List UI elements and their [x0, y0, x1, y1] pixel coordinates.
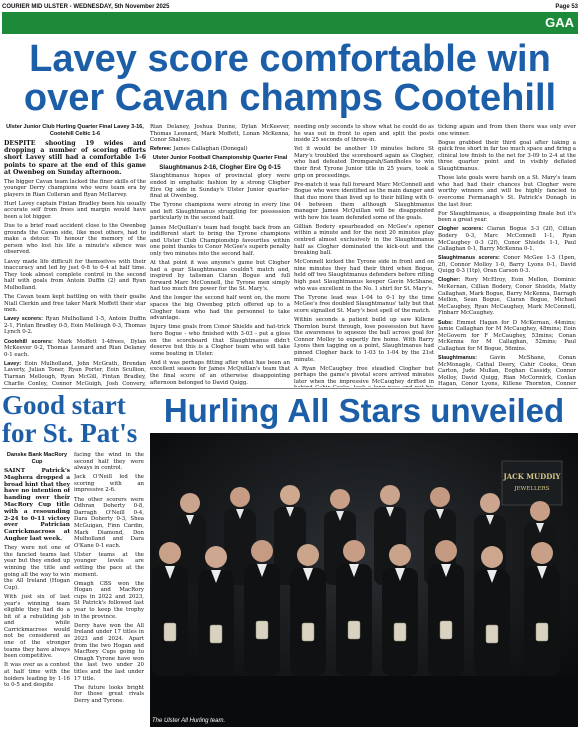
paragraph: The future looks bright for those great rivals Derry and Tyrone. — [74, 684, 144, 704]
paragraph: Pre-match it was full forward Marc McConnell and Bogue who were identified as the main danger and that duo more than lived up to their billing with 0-04 between them although Slaughtmanus manager James McQuillan will be disappointed with how his team defended some of the goals. — [294, 181, 434, 221]
scorers-label: Slaughtmanus scorers: — [438, 255, 500, 262]
scorers-paragraph — [438, 226, 576, 252]
page-number: Page 53 — [555, 4, 578, 10]
paragraph: Jack O'Neill led the scoring with an impressive 2-6. — [74, 474, 144, 494]
paragraph: needing only seconds to show what he could do as he was out in front to open and split the posts inside 25 seconds of throw-in. — [294, 124, 434, 144]
article-column-1 — [4, 124, 146, 387]
paragraph: Those late goals were harsh on a St. Mary's team who had had their chances but Clogher were worthy winners and will be highly fancied to overcome Fermanagh's St. Patrick's Donagh in the last four. — [438, 175, 576, 208]
paragraph: The Cavan team kept battling on with their goalie Niall Clerkin and free taker Mark Moffett their star men. — [4, 294, 146, 314]
paragraph: Lavey made life difficult for themselves with their inaccuracy and led by just 0-8 to 0-4 at half time. They took almost complete control in the second half with goals from Antoin Duffin (2) and Ryan Mulholland. — [4, 258, 146, 291]
referee-paragraph — [150, 146, 290, 153]
scorers-text: Mark Moffett 1-4frees, Dylan McKeever 0-2, Thomas Leonard and Rian Delaney 0-1 each. — [4, 338, 146, 358]
paragraph: Rian Delaney, Joshua Dunne, Dylan McKeever, Thomas Leonard, Mark Moffett, Lonan McKenna, Conor Shalvey. — [150, 124, 290, 144]
paragraph: A Ryan McCaughey free steadied Clogher but perhaps the game's pivotal score arrived minutes later when the impressive McCaughey drifted in — [294, 365, 434, 385]
main-headline: Lavey score comfortable win over Cavan champs Cootehill — [23, 38, 557, 119]
team-paragraph — [438, 355, 576, 387]
masthead-date: COURIER MID ULSTER - WEDNESDAY, 5th November 2025 — [2, 4, 170, 10]
photo-caption: The Ulster All Hurling team. — [152, 718, 226, 724]
scorers-text: Ciaran Bogue 3-3 (2f), Cillian Bodery 0-3, Marc McConnell 1-1, Ryan McCaughey 0-3 (2f), Conor Shields 1-1, Paul Callaghan 0-1, Barry McKenna 0-1. — [438, 226, 576, 253]
paragraph: Gillian Bodery spearheaded on McGee's opener within a minute and for the next 20 minutes play centred almost exclusively in the Slaughtmanus half as Clogher dominated the kick-out and the breaking ball. — [294, 223, 434, 257]
team-label: Slaughtmanus: — [438, 355, 477, 361]
match-subhead: Ulster Junior Club Hurling Quarter Final Lavey 3-16, Cootehill Celtic 1-6 — [6, 124, 144, 137]
sponsor-logo-text: JACK MUDDIY — [503, 472, 561, 481]
section-label: GAA — [545, 15, 574, 30]
lead-paragraph: SAINT Patrick's Maghera dropped a broad hint that they have no intention of handing over their MacRory Cup title with a resounding 2-24 to 0-11 victory over Patrician Carrickmacross at Augher last week. — [4, 468, 70, 542]
paragraph: The other scorers were Odhran Doherty 0-8, Darragh O'Neill 0-4, Dara Doherty 0-3, Shea McGuigan, Finn Cardin, Mark Diamond, Don Mulholland and Dara O'Kane 0-1 each. — [74, 496, 144, 549]
referee-text: James Callaghan (Donegal) — [173, 146, 248, 153]
subs-paragraph — [438, 320, 576, 353]
paragraph: For Slaughtmanus, a disappointing finale but it's been a great year. — [438, 210, 576, 224]
paragraph: Omagh CBS won the Hogan and MacRory cups in 2022 and 2023, St Patrick's followed last year to keep the trophy in the province. — [74, 580, 144, 620]
paragraph: The bigger Cavan team lacked the finer skills of the younger Derry champions who were team era by players in Rian Colleran and Ryan McIlarvey. — [4, 178, 146, 198]
scorers-paragraph — [4, 316, 146, 336]
paragraph: Slaughtmanus hopes of provincial glory were ended in emphatic fashion by a strong Clogher Eire Og side in Sunday's Ulster Junior quarter-final at Owenbeg. — [150, 173, 290, 200]
match-score-subhead: Slaughtmanus 2-16, Clogher Eire Og 0-15 — [159, 164, 281, 172]
paragraph: The Tyrone champions were strong in every line and left Slaughtmanus struggling for possession particularly in the second half. — [150, 202, 290, 222]
paragraph: And it was perhaps fitting after what has been an excellent season for James McQuillan's team that the final score of an otherwise disappointing afternoon belonged to David Quigg. — [150, 359, 290, 386]
paragraph: McConnell kicked the Tyrone side in front and on nine minutes they had their third when Bogue, held off two Slaughtmanus defenders before rifling high past Slaughtmanus keeper Gavin McShane, who was excellent in the No. 1 shirt for St. Mary's. — [294, 259, 434, 292]
subs-text: Emmet Hagan for D McKernan, 44mins; Jamie Callaghan for M McCaughey, 48mins; Eoin McGovern for F McCaughey, 53mins; Conan McKenna for M Callaghan, 52mins; Paul Callaghan for M Bogue, 56mins. — [438, 319, 576, 352]
team-photo-illustration — [150, 433, 578, 727]
paragraph: Ulster teams at the younger levels are setting the pace at the moment. — [74, 551, 144, 578]
divider — [2, 388, 578, 389]
scorers-paragraph — [438, 255, 576, 275]
paragraph: Yet it would be another 19 minutes before St Mary's troubled the scoreboard again as Clogher, who had defeated Dromgarah/Sandholes to win their first Tyrone Junior title in 25 years, took a grip on proceedings. — [294, 146, 434, 179]
team-paragraph — [4, 361, 146, 387]
paragraph: The Tyrone lead was 1-04 to 0-1 by the time McGee's free doubled Slaughtmanus' tally but that score signalled St. Mary's best spell of the match. — [294, 294, 434, 314]
scorers-label: Lavey scorers: — [4, 316, 43, 323]
article-column-2 — [150, 124, 290, 387]
paragraph: It was over as a contest at half time with the holders leading by 1-16 to 0-5 and despite — [4, 662, 70, 689]
section-banner — [2, 12, 578, 34]
paragraph: They were not one of the fancied teams last year but they ended up winning the title and going all the way to win the All Ireland (Hogan Cup). — [4, 545, 70, 591]
paragraph: Bogue grabbed their third goal after taking a quick free short in far too much space and firing a clinical low finish to the net for 3-09 to 2-4 at the three quarter point and in visibly deflated Slaughtmanus. — [438, 139, 576, 173]
scorers-label: Cootehill scorers: — [4, 338, 53, 345]
team-text: Eoin Mulholland, John McGrath, Brendan Laverty, Julian Toner, Ryan Porter, Eoin Scullion, Tiarnan Mellough, Ryan McGill, Fintan Bradley, Charlie Conley, Connor McGuigh, Josh Convery, — [4, 360, 146, 387]
paragraph: And the longer the second half went on, the more spaces the big Owenbeg pitch offered up to a Clogher team who had the personnel to take advantage. — [150, 295, 290, 322]
team-text: Rory McElroy, Eoin Mellon, Dominic McKernan, Cillian Bodery, Conor Shields, Matty Callaghan, Mark Bogue, Barry McKenna, Darragh Mellon, Sean Bogue, Ciaran Bogue, Michael McCaughey, Ryan McCaughey, Mark McConnell, Finbarr McCaughey. — [438, 277, 576, 317]
article-column-3 — [294, 124, 434, 387]
paragraph: Due to a brief road accident close to the Owenbeg grounds the Cavan side, like most others, had to make a detour. To honour the memory of the person who lost his life a minute's silence was observed. — [4, 223, 146, 256]
referee-label: Referee: — [150, 146, 172, 153]
team-photo — [150, 433, 578, 727]
subs-label: Subs: — [438, 319, 453, 326]
competition-subhead: Danske Bank MacRory Cup — [6, 452, 68, 465]
article-column-4 — [438, 124, 576, 387]
lead-paragraph: DESPITE shooting 19 wides and dropping a number of scoring efforts short Lavey still had a comfortable 1-6 points to spare at the end of this game at Owenbeg on Sunday afternoon. — [4, 140, 146, 176]
scorers-text: Ryan Mulholland 1-5, Antoin Duffin 2-1, Fintan Bradley 0-5, Eoin Mellough 0-3, Thomas Lynch 0-2. — [4, 316, 146, 336]
paragraph: At that point it was anyone's game but Clogher had a gear Slaughtmanus couldn't match and, inspired by talisman Ciaran Bogue and full forward Marc McConnell, the Tyrone men simply had too much fire power for the St. Mary's. — [150, 260, 290, 293]
scorers-paragraph — [4, 339, 146, 359]
team-text: Gavin McShane, Conan McMonagle, Cathal Deery, Cahir Cooke, Oran Carton, Jude Mullan, Eoghan Cassidy, Connor Molloy, David Quigg, Rian McCormick, Conlan Hagan, Conor Lyons, Killene Thornton, Conner — [438, 355, 576, 387]
team-label: Lavey: — [4, 360, 22, 367]
paragraph: Within seconds a patient build up saw Killene Thornton burst through, lose possession but have the awareness to squeeze the ball across goal for Connor Molloy to expertly fire home. With Barry Lyons then tagging on a point, Slaughtmanus had pinned Clogher back to 1-03 to 1-04 by the 21st minute. — [294, 317, 434, 363]
photo-story-headline: Hurling All Stars unveiled — [163, 392, 565, 429]
left-story-column-b — [74, 452, 144, 734]
paragraph: Hurl Lavey captain Fintan Bradley been his usually accurate self from frees and margin would have been a lot bigger. — [4, 200, 146, 220]
team-paragraph — [438, 277, 576, 317]
scorers-text: Conor McGee 1-3 (1pen, 2f), Connor Molloy 1-0, Barry Lyons 0-1, David Quigg 0-3 (1tp), Oran Carson 0-3. — [438, 255, 576, 275]
paragraph: ticking again and from then there was only ever one winner. — [438, 124, 576, 137]
scorers-label: Clogher scorers: — [438, 226, 484, 233]
team-label: Clogher: — [438, 277, 461, 284]
paragraph: Derry have won the All Ireland under 17 titles in 2023 and 2024. Apart from the two Hogan and MacRory Cups going to Omagh Tyrone have won the last two under 20 titles and the last under 17 title. — [74, 622, 144, 682]
paragraph: facing the wind in the second half they were always in control. — [74, 452, 144, 472]
paragraph: James McQuillan's team had fought back from an indifferent start to bring the Tyrone champions and Ulster Club Championship favourites within one point thanks to Conor McGee's superb penalty only two minutes into the second half. — [150, 224, 290, 257]
paragraph: With just six of last year's winning team eligible they had do a bit of a rebuilding job and while Carrickmacross would not be considered as one of the stronger teams they have always been competitive. — [4, 593, 70, 660]
match-subhead: Ulster Junior Football Championship Quarter Final — [152, 155, 288, 162]
left-story-column-a — [4, 452, 70, 734]
masthead — [2, 2, 578, 12]
left-story-headline: Good start for St. Pat's — [2, 390, 138, 448]
paragraph: Injury time goals from Conor Shields and hat-trick hero Bogue - who finished with 3-03 - put a gloss on the scoreboard that Slaughtmanus didn't deserve but this is a Clogher team who will take some beating in Ulster. — [150, 324, 290, 357]
sponsor-logo-subtext: JEWELLERS — [514, 486, 550, 492]
